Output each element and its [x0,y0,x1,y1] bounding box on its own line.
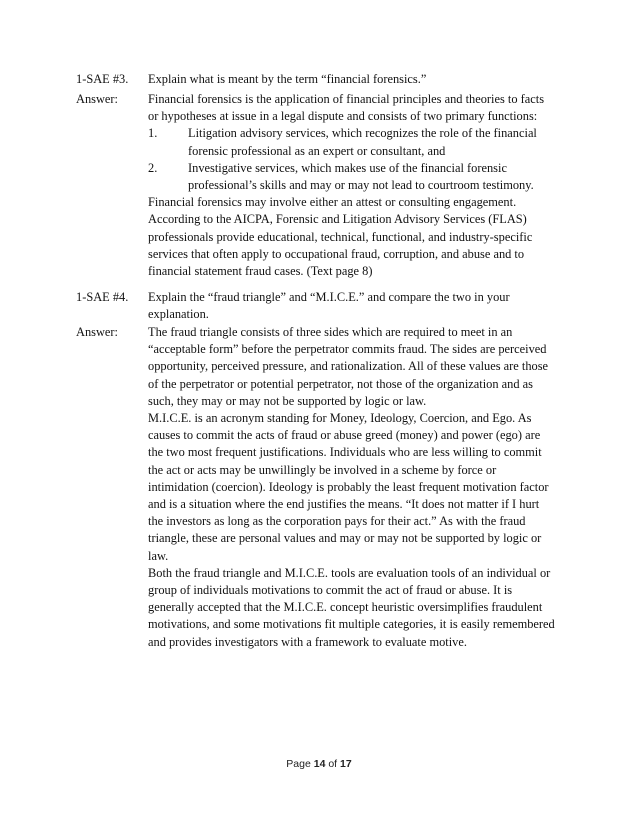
answer-line: the two most frequent justifications. Individuals who are less willing to commit [148,445,542,460]
list-item [148,160,578,194]
list-number: 2. [148,160,158,175]
answer-line: law. [148,548,169,563]
page-word: Page [286,758,311,770]
answer-line: such, they may or may not be supported by logic or law. [148,393,427,408]
answer-line: of the perpetrator or potential perpetrator, not those of the organization and as [148,376,533,391]
list-line: forensic professional as an expert or consultant, and [188,143,446,158]
answer-line: triangle, these are personal values and may or may not be supported by logic or [148,531,542,546]
list-item [148,125,578,159]
answer-line: The fraud triangle consists of three sides which are required to meet in an [148,325,513,339]
answer-line: services that often apply to occupational fraud, corruption, and abuse and to [148,246,525,261]
answer-line: causes to commit the acts of fraud or abuse greed (money) and power (ego) are [148,428,541,443]
answer-line: professionals provide educational, technical, functional, and industry-specific [148,229,533,244]
answer-body [148,91,578,280]
answer-line: intimidation (coercion). Ideology is probably the least frequent motivation factor [148,479,549,494]
answer-line: group of individuals motivations to commit the act of fraud or abuse. It is [148,583,513,598]
answer-line: generally accepted that the M.I.C.E. concept heuristic oversimplifies fraudulent [148,600,543,615]
answer-line: Financial forensics is the application of financial principles and theories to facts [148,92,545,106]
answer-line: the act or acts may be unwillingly be involved in a scheme by force or [148,462,497,477]
question-text: Explain what is meant by the term “financial forensics.” [148,72,427,86]
answer-line: “acceptable form” before the perpetrator commits fraud. The sides are perceived [148,342,547,357]
question-text [148,289,578,323]
answer-line: M.I.C.E. is an acronym standing for Money, Ideology, Coercion, and Ego. As [148,411,532,426]
page-current: 14 [313,758,326,770]
list-line: Investigative services, which makes use of the financial forensic [188,160,507,175]
question-line: Explain the “fraud triangle” and “M.I.C.E.” and compare the two in your [148,290,510,304]
answer-block [76,91,576,281]
answer-body [148,324,578,651]
question-line: explanation. [148,307,209,322]
answer-line: opportunity, perceived pressure, and rationalization. All of these values are those [148,359,549,374]
answer-line: and provides investigators with a framework to evaluate motive. [148,634,467,649]
question-label: 1-SAE #3. [76,72,129,86]
answer-line: financial statement fraud cases. (Text page 8) [148,264,373,278]
page-footer [0,758,638,770]
page-total: 17 [340,758,352,770]
answer-block [76,324,576,654]
list-number: 1. [148,126,158,141]
answer-line: According to the AICPA, Forensic and Litigation Advisory Services (FLAS) [148,212,527,227]
answer-line: motivations, and some motivations fit multiple categories, it is easily remembered [148,617,555,632]
question-row [76,289,576,325]
answer-line: or hypotheses at issue in a legal dispute and consists of two primary functions: [148,109,538,124]
list-line: professional’s skills and may or may not lead to courtroom testimony. [188,178,534,192]
answer-line: and is a situation where the end justifies the means. “It does not matter if I hurt [148,497,540,512]
answer-label: Answer: [76,325,118,339]
answer-line: the investors as long as the corporation pays for their act.” As with the fraud [148,514,526,529]
answer-line: Both the fraud triangle and M.I.C.E. tools are evaluation tools of an individual or [148,565,551,580]
answer-label: Answer: [76,92,118,106]
list-line: Litigation advisory services, which recognizes the role of the financial [188,126,537,141]
of-word: of [328,758,338,770]
question-label: 1-SAE #4. [76,290,129,304]
answer-line: Financial forensics may involve either an attest or consulting engagement. [148,195,517,210]
